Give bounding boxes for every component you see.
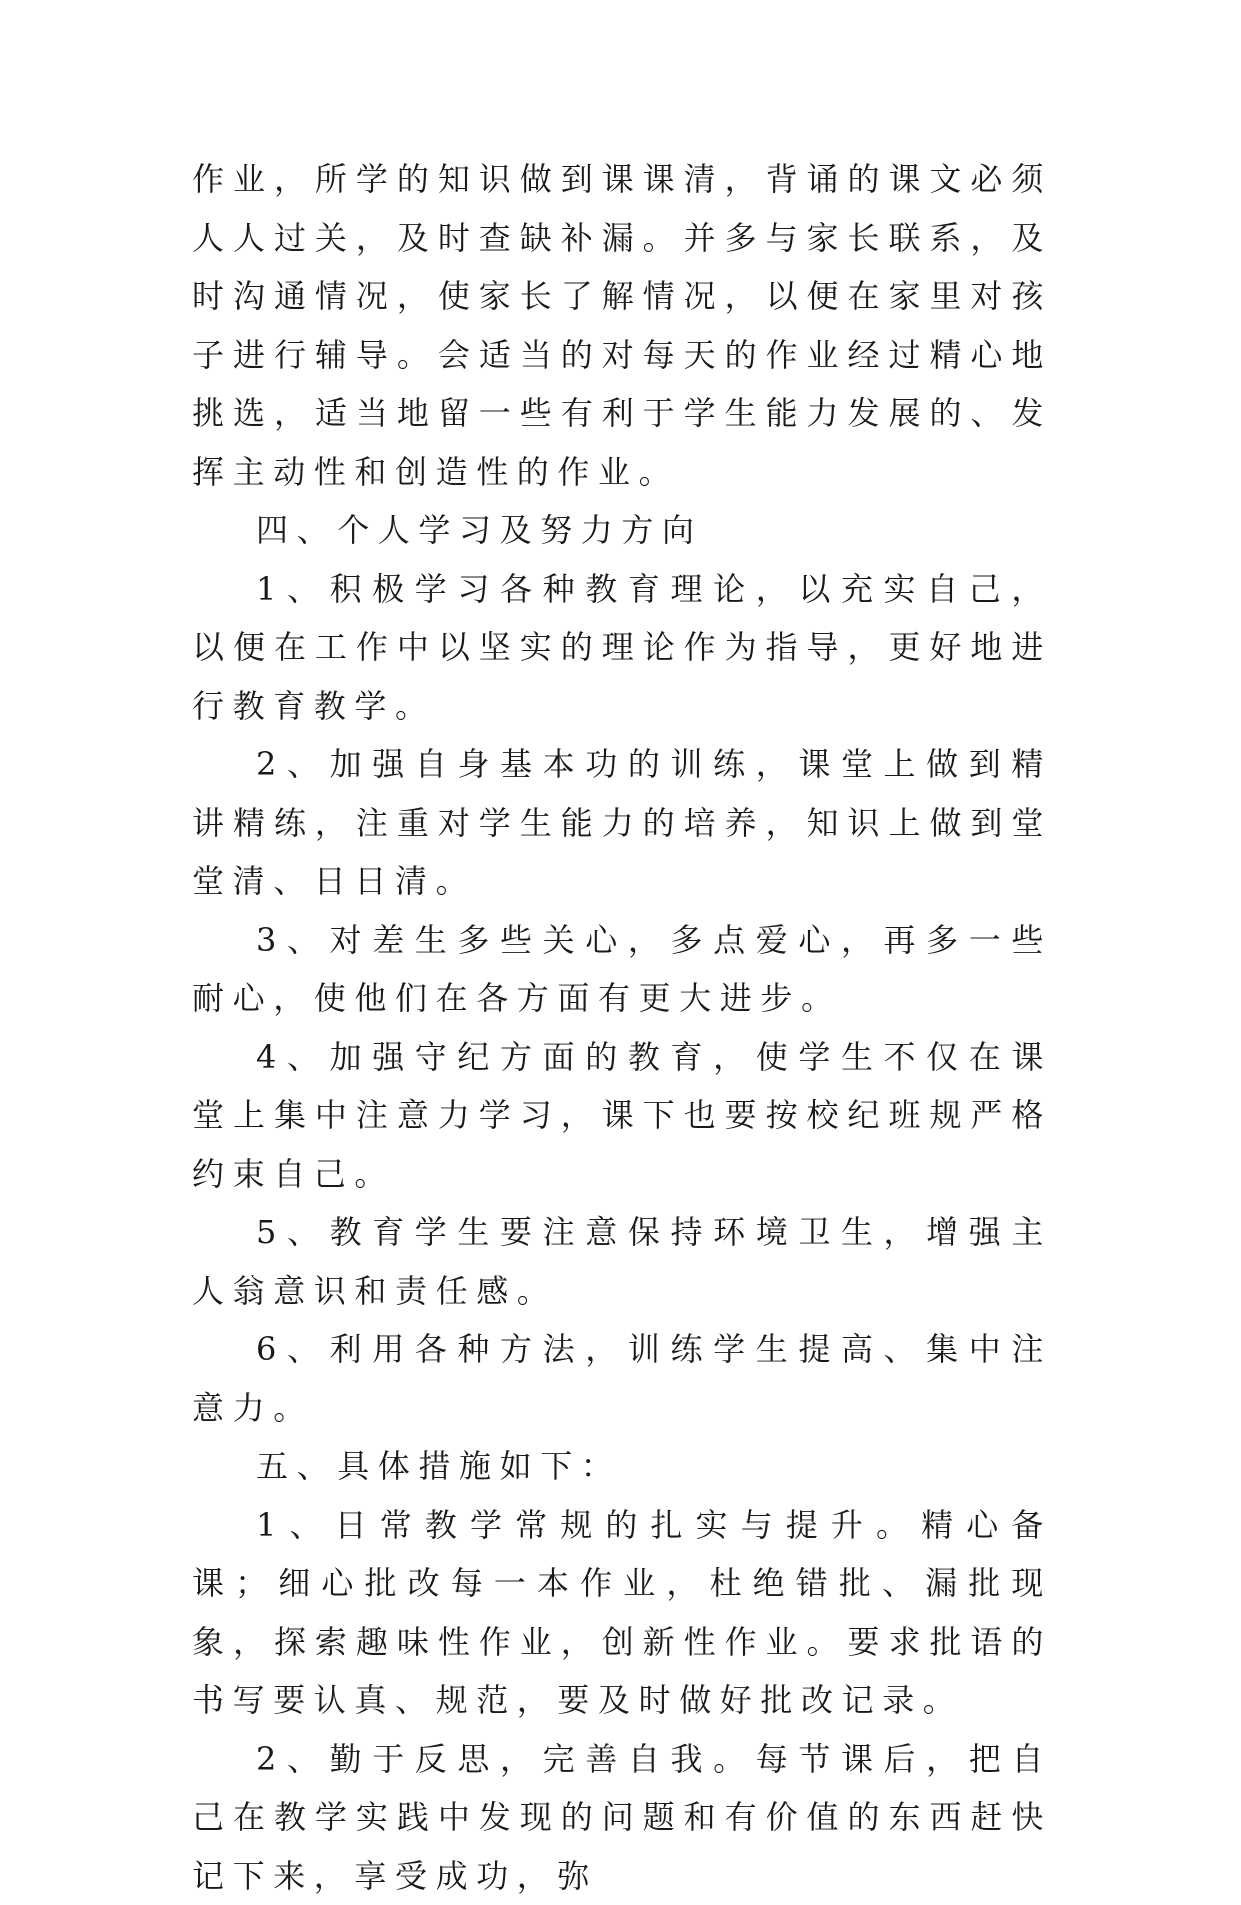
section-heading-5: 五、具体措施如下： <box>192 1437 1052 1496</box>
paragraph-item-3: 3、对差生多些关心，多点爱心，再多一些耐心，使他们在各方面有更大进步。 <box>192 911 1052 1028</box>
paragraph-item-6: 6、利用各种方法，训练学生提高、集中注意力。 <box>192 1320 1052 1437</box>
paragraph-item-4: 4、加强守纪方面的教育，使学生不仅在课堂上集中注意力学习，课下也要按校纪班规严格约束自己。 <box>192 1028 1052 1204</box>
paragraph-item-1: 1、积极学习各种教育理论，以充实自己，以便在工作中以坚实的理论作为指导，更好地进行教育教学。 <box>192 560 1052 736</box>
paragraph-continuation: 作业，所学的知识做到课课清，背诵的课文必须人人过关，及时查缺补漏。并多与家长联系，及时沟通情况，使家长了解情况，以便在家里对孩子进行辅导。会适当的对每天的作业经过精心地挑选，适当地留一些有利于学生能力发展的、发挥主动性和创造性的作业。 <box>192 150 1052 501</box>
paragraph-measure-1: 1、日常教学常规的扎实与提升。精心备课；细心批改每一本作业，杜绝错批、漏批现象，探索趣味性作业，创新性作业。要求批语的书写要认真、规范，要及时做好批改记录。 <box>192 1496 1052 1730</box>
section-heading-4: 四、个人学习及努力方向 <box>192 501 1052 560</box>
document-page <box>192 150 1052 1905</box>
paragraph-item-2: 2、加强自身基本功的训练，课堂上做到精讲精练，注重对学生能力的培养，知识上做到堂堂清、日日清。 <box>192 735 1052 911</box>
paragraph-item-5: 5、教育学生要注意保持环境卫生，增强主人翁意识和责任感。 <box>192 1203 1052 1320</box>
paragraph-measure-2: 2、勤于反思，完善自我。每节课后，把自己在教学实践中发现的问题和有价值的东西赶快记下来，享受成功，弥 <box>192 1730 1052 1905</box>
